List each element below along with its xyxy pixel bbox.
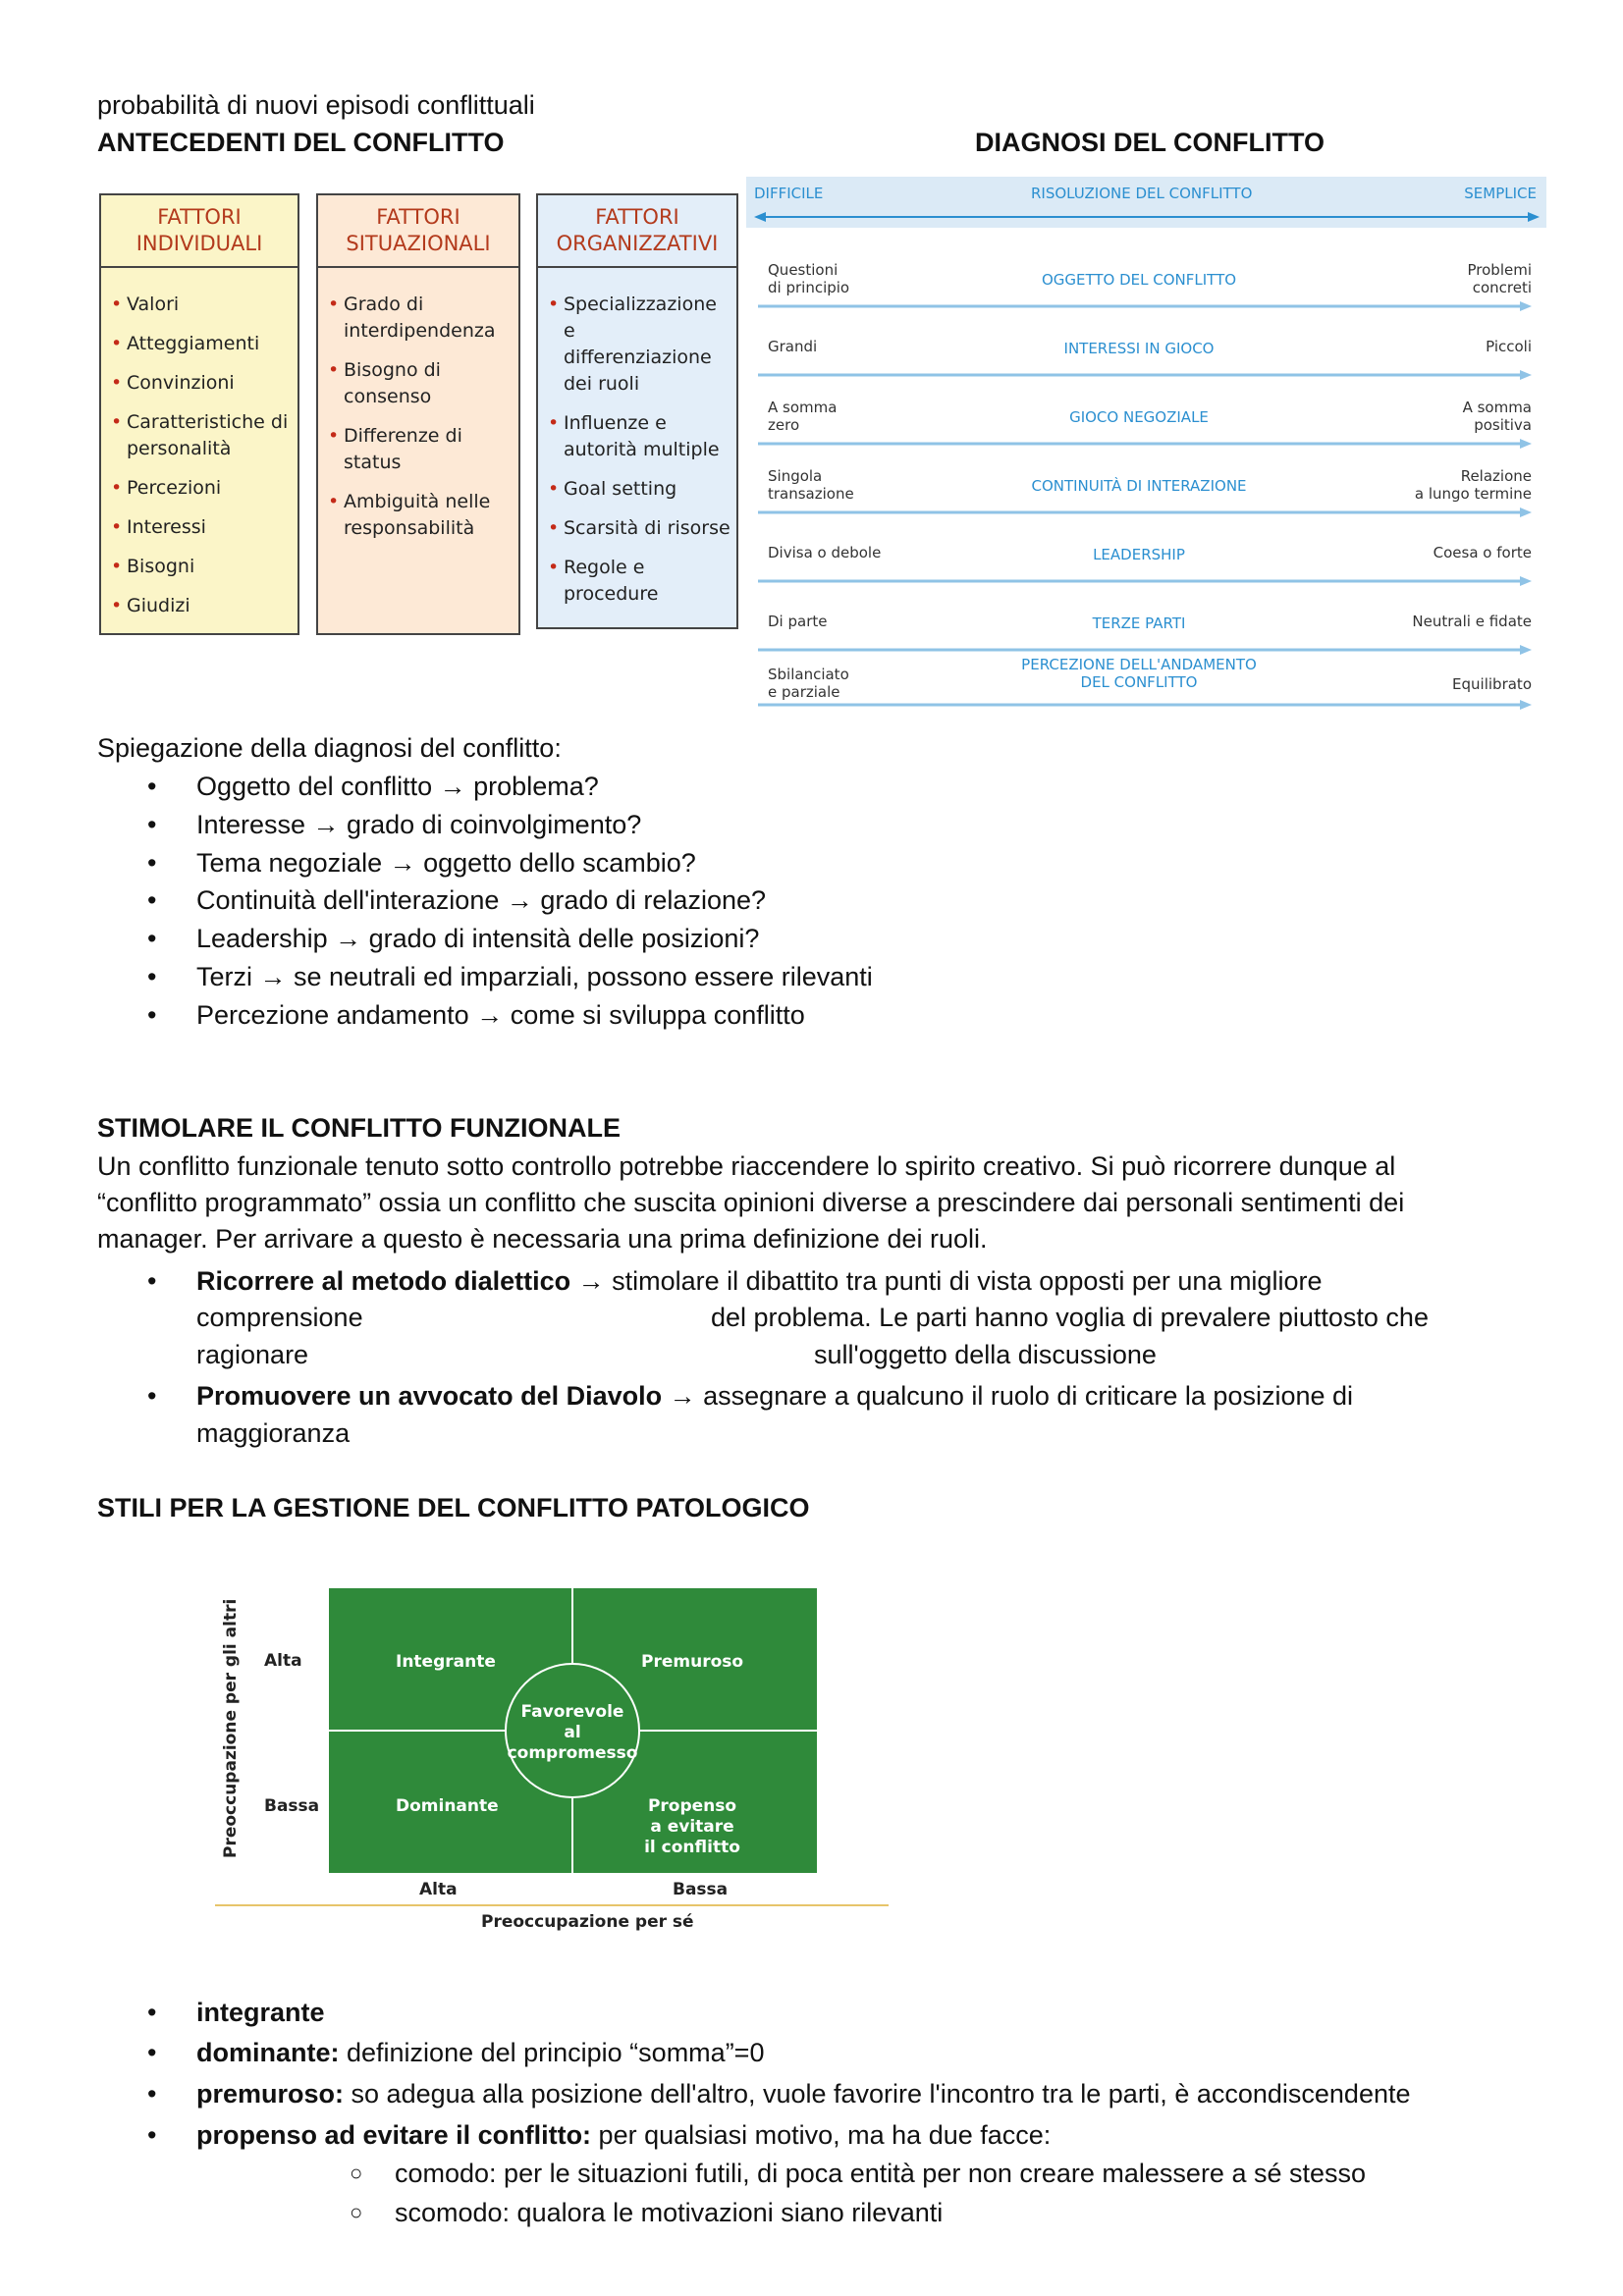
factor-item: • Differenze di status — [328, 423, 514, 476]
bullet-icon: • — [147, 810, 157, 839]
bullet-icon: • — [147, 1998, 157, 2027]
label-difficile: DIFFICILE — [754, 185, 824, 202]
list-item-text: per qualsiasi motivo, ma ha due facce: — [591, 2120, 1052, 2150]
factor-item: • Giudizi — [111, 593, 294, 619]
list-item — [147, 996, 805, 1034]
factor-item: • Grado di interdipendenza — [328, 292, 514, 345]
factor-item: • Atteggiamenti — [111, 331, 294, 357]
stili-matrix — [211, 1585, 898, 1939]
row-left: Questioni di principio — [768, 261, 850, 296]
list-item-text: → assegnare a qualcuno il ruolo di criticare la posizione di — [662, 1381, 1354, 1411]
bullet-icon: • — [147, 2038, 157, 2067]
list-item — [147, 2075, 1411, 2112]
center-compromesso: Favorevole al compromesso — [507, 1702, 638, 1763]
cell-integrante: Integrante — [396, 1652, 496, 1672]
panel-title: FATTORI ORGANIZZATIVI — [538, 195, 736, 268]
label-risoluzione: RISOLUZIONE DEL CONFLITTO — [1031, 185, 1253, 202]
sub-list-item — [350, 2155, 1367, 2192]
bullet-icon: • — [147, 885, 157, 915]
label-semplice: SEMPLICE — [1464, 185, 1537, 202]
sub-list-item — [350, 2194, 944, 2231]
factor-item: • Regole e procedure — [548, 555, 732, 608]
arrow-right-icon — [758, 300, 1532, 312]
factor-item: • Influenze e autorità multiple — [548, 410, 732, 463]
row-right: Neutrali e fidate — [1412, 613, 1532, 630]
factor-item: • Interessi — [111, 514, 294, 541]
y-label-bassa: Bassa — [264, 1796, 320, 1816]
arrow-right-icon — [758, 575, 1532, 587]
y-label-alta: Alta — [264, 1651, 302, 1671]
x-label-alta: Alta — [419, 1880, 458, 1899]
x-axis-title: Preoccupazione per sé — [481, 1912, 694, 1932]
row-center: GIOCO NEGOZIALE — [1069, 408, 1209, 426]
row-right: Piccoli — [1486, 338, 1532, 355]
bullet-icon: • — [147, 2120, 157, 2150]
row-center: TERZE PARTI — [1092, 614, 1186, 632]
bullet-icon: • — [147, 924, 157, 953]
diag-row — [746, 528, 1532, 593]
row-left: Grandi — [768, 338, 818, 355]
circle-bullet-icon: ○ — [350, 2161, 363, 2185]
diag-row — [746, 459, 1532, 524]
arrow-right-icon — [758, 369, 1532, 381]
factor-item: • Convinzioni — [111, 370, 294, 397]
y-axis-title: Preoccupazione per gli altri — [221, 1598, 241, 1858]
list-item — [147, 806, 642, 843]
list-item-continuation: maggioranza — [196, 1418, 351, 1448]
bullet-icon: • — [147, 962, 157, 991]
paragraph-line: “conflitto programmato” ossia un conflitto che suscita opinioni diverse a prescindere dai personali sentimenti dei — [97, 1188, 1405, 1217]
row-center: OGGETTO DEL CONFLITTO — [1041, 271, 1237, 289]
factor-item: • Valori — [111, 292, 294, 318]
row-center: INTERESSI IN GIOCO — [1063, 340, 1215, 357]
heading-antecedenti: ANTECEDENTI DEL CONFLITTO — [97, 128, 505, 157]
list-item-text: definizione del principio “somma”=0 — [339, 2038, 765, 2067]
list-item-text: Leadership → grado di intensità delle posizioni? — [196, 924, 760, 953]
list-item-bold: Ricorrere al metodo dialettico — [196, 1266, 571, 1296]
panel-title: FATTORI SITUAZIONALI — [318, 195, 518, 268]
list-item-continuation: del problema. Le parti hanno voglia di prevalere piuttosto che — [711, 1303, 1429, 1332]
bullet-icon: • — [147, 772, 157, 801]
bullet-icon: • — [147, 1000, 157, 1030]
factor-item: • Ambiguità nelle responsabilità — [328, 489, 514, 542]
list-item — [147, 1377, 1354, 1415]
list-item-text: Tema negoziale → oggetto dello scambio? — [196, 848, 696, 878]
diag-row — [746, 391, 1532, 455]
list-item — [147, 958, 873, 995]
factor-item: • Bisogno di consenso — [328, 357, 514, 410]
list-item — [147, 881, 767, 919]
list-item-continuation: sull'oggetto della discussione — [814, 1340, 1157, 1369]
list-item-text: Percezione andamento → come si sviluppa conflitto — [196, 1000, 805, 1030]
list-item-bold: Promuovere un avvocato del Diavolo — [196, 1381, 663, 1411]
bullet-icon: • — [147, 2079, 157, 2109]
arrow-right-icon — [758, 438, 1532, 450]
arrow-right-icon — [758, 644, 1532, 656]
panel-title: FATTORI INDIVIDUALI — [101, 195, 298, 268]
list-item-text: → stimolare il dibattito tra punti di vista opposti per una migliore — [570, 1266, 1323, 1296]
row-center: CONTINUITÀ DI INTERAZIONE — [1031, 477, 1247, 495]
list-item-bold: propenso ad evitare il conflitto: — [196, 2120, 592, 2150]
panel-fattori-organizzativi — [536, 193, 738, 629]
diagnosi-figure — [746, 177, 1546, 719]
list-item-text: Continuità dell'interazione → grado di relazione? — [196, 885, 767, 915]
diag-row — [746, 253, 1532, 318]
factor-item: • Specializzazione e differenziazione dei ruoli — [548, 292, 732, 398]
panel-fattori-situazionali — [316, 193, 520, 635]
cell-propenso: Propenso a evitare il conflitto — [644, 1796, 740, 1857]
list-item-bold: dominante: — [196, 2038, 340, 2067]
spiegazione-title: Spiegazione della diagnosi del conflitto: — [97, 733, 562, 763]
x-label-bassa: Bassa — [673, 1880, 729, 1899]
row-left: Divisa o debole — [768, 544, 882, 561]
row-left: A somma zero — [768, 399, 838, 434]
intro-line: probabilità di nuovi episodi conflittuali — [97, 90, 535, 120]
list-item-text: so adegua alla posizione dell'altro, vuole favorire l'incontro tra le parti, è accondiscendente — [344, 2079, 1411, 2109]
list-item — [147, 2116, 1052, 2154]
list-item — [147, 1262, 1323, 1300]
list-item — [147, 1994, 325, 2031]
row-left: Sbilanciato e parziale — [768, 666, 849, 701]
row-right: Equilibrato — [1452, 675, 1532, 693]
list-item — [147, 768, 599, 805]
list-item-bold: premuroso: — [196, 2079, 345, 2109]
row-right: Relazione a lungo termine — [1414, 467, 1532, 503]
arrow-right-icon — [758, 699, 1532, 711]
diag-row — [746, 656, 1532, 721]
heading-stili: STILI PER LA GESTIONE DEL CONFLITTO PATOLOGICO — [97, 1493, 810, 1522]
row-right: A somma positiva — [1462, 399, 1532, 434]
arrow-right-icon — [758, 507, 1532, 518]
sub-list-item-text: comodo: per le situazioni futili, di poca entità per non creare malessere a sé stesso — [395, 2159, 1367, 2188]
row-right: Coesa o forte — [1433, 544, 1532, 561]
bullet-icon: • — [147, 848, 157, 878]
heading-diagnosi: DIAGNOSI DEL CONFLITTO — [975, 128, 1325, 157]
circle-bullet-icon: ○ — [350, 2200, 363, 2224]
row-center: LEADERSHIP — [1093, 546, 1185, 563]
cell-premuroso: Premuroso — [641, 1652, 744, 1672]
factor-item: • Scarsità di risorse — [548, 515, 732, 542]
cell-dominante: Dominante — [396, 1796, 499, 1816]
factor-item: • Caratteristiche di personalità — [111, 409, 294, 462]
list-item — [147, 844, 696, 881]
panel-fattori-individuali — [99, 193, 299, 635]
list-item-continuation: comprensione — [196, 1303, 363, 1332]
list-item-bold: integrante — [196, 1998, 325, 2027]
paragraph-line: manager. Per arrivare a questo è necessaria una prima definizione dei ruoli. — [97, 1224, 988, 1254]
list-item-text: Oggetto del conflitto → problema? — [196, 772, 599, 801]
paragraph-line: Un conflitto funzionale tenuto sotto controllo potrebbe riaccendere lo spirito creativo. Si può ricorrere dunque al — [97, 1151, 1396, 1181]
factor-item: • Percezioni — [111, 475, 294, 502]
bullet-icon: • — [147, 1266, 157, 1296]
bullet-icon: • — [147, 1381, 157, 1411]
row-left: Singola transazione — [768, 467, 854, 503]
list-item-text: Terzi → se neutrali ed imparziali, possono essere rilevanti — [196, 962, 873, 991]
factor-item: • Goal setting — [548, 476, 732, 503]
row-left: Di parte — [768, 613, 828, 630]
list-item — [147, 2034, 765, 2071]
row-center: PERCEZIONE DELL'ANDAMENTO DEL CONFLITTO — [1021, 656, 1257, 691]
row-right: Problemi concreti — [1467, 261, 1532, 296]
list-item — [147, 920, 760, 957]
heading-stimolare: STIMOLARE IL CONFLITTO FUNZIONALE — [97, 1113, 621, 1143]
diag-row — [746, 597, 1532, 662]
list-item-continuation: ragionare — [196, 1340, 309, 1369]
list-item-text: Interesse → grado di coinvolgimento? — [196, 810, 642, 839]
sub-list-item-text: scomodo: qualora le motivazioni siano rilevanti — [395, 2198, 944, 2227]
double-arrow-icon — [754, 210, 1540, 224]
diag-row — [746, 322, 1532, 387]
factor-item: • Bisogni — [111, 554, 294, 580]
